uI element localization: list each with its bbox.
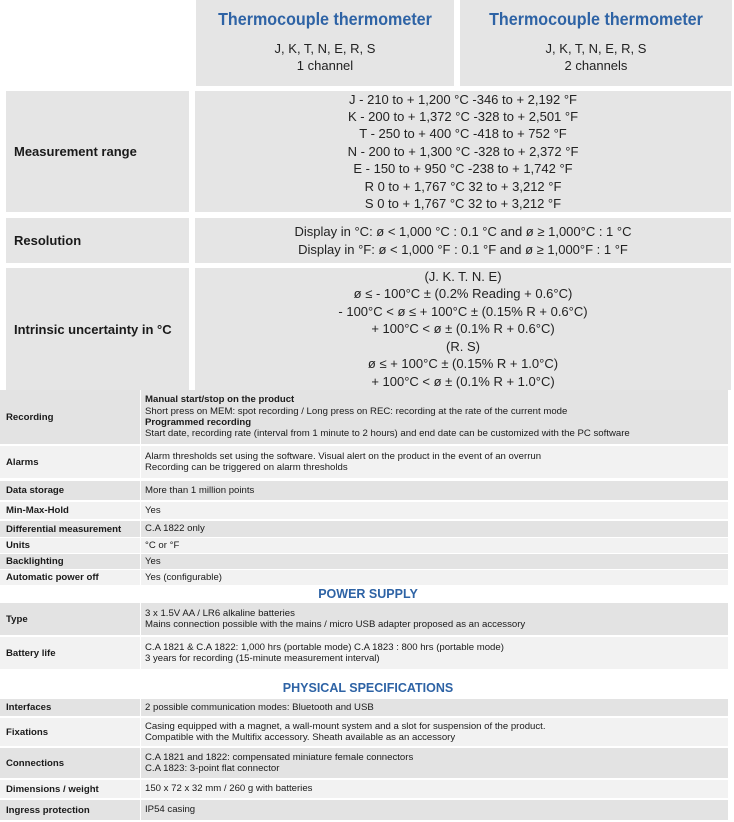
connections-value — [140, 748, 728, 778]
type-label: Type — [6, 613, 28, 625]
ingress-value: IP54 casing — [140, 800, 728, 820]
type-value — [140, 603, 728, 635]
units-value: °C or °F — [140, 538, 728, 553]
min-max-hold-value: Yes — [140, 502, 728, 519]
fixations-label: Fixations — [6, 726, 49, 738]
battery-life-row — [0, 637, 728, 669]
connections-line: C.A 1821 and 1822: compensated miniature female connectors — [145, 751, 414, 763]
resolution-label: Resolution — [6, 218, 189, 263]
recording-manual-title: Manual start/stop on the product — [145, 394, 295, 406]
range-line: J - 210 to + 1,200 °C -346 to + 2,192 °F — [349, 91, 577, 107]
resolution-line: Display in °C: ø < 1,000 °C : 0.1 °C and ø ≥ 1,000°C : 1 °C — [294, 224, 632, 240]
uncertainty-line: + 100°C < ø ± (0.1% R + 1.0°C) — [371, 373, 555, 389]
measurement-range-label: Measurement range — [6, 91, 189, 212]
differential-label: Differential measurement — [6, 523, 122, 535]
power-off-row — [0, 570, 728, 585]
range-line: K - 200 to + 1,372 °C -328 to + 2,501 °F — [347, 108, 579, 124]
fixations-line: Compatible with the Multifix accessory. Sheath available as an accessory — [145, 732, 456, 743]
data-storage-row — [0, 481, 728, 500]
range-line: T - 250 to + 400 °C -418 to + 752 °F — [359, 126, 567, 142]
alarms-label: Alarms — [6, 456, 39, 468]
header-col-2-channels: 2 channels — [564, 58, 628, 73]
battery-life-line: 3 years for recording (15-minute measurement interval) — [145, 653, 380, 664]
fixations-row — [0, 718, 728, 746]
units-label: Units — [6, 540, 30, 551]
backlighting-value: Yes — [140, 554, 728, 569]
alarms-value — [140, 446, 728, 478]
uncertainty-line: + 100°C < ø ± (0.1% R + 0.6°C) — [371, 321, 555, 337]
header-col-1-channels: 1 channel — [296, 58, 354, 73]
recording-value — [140, 390, 728, 444]
connections-label: Connections — [6, 757, 65, 769]
data-storage-value: More than 1 million points — [140, 481, 728, 500]
uncertainty-label: Intrinsic uncertainty in °C — [6, 268, 189, 390]
connections-row — [0, 748, 728, 778]
interfaces-label: Interfaces — [6, 702, 52, 713]
differential-row — [0, 521, 728, 537]
resolution-line: Display in °F: ø < 1,000 °F : 0.1 °F and ø ≥ 1,000°F : 1 °F — [298, 241, 628, 257]
fixations-value — [140, 718, 728, 746]
recording-label: Recording — [6, 411, 54, 423]
header-col-1-types: J, K, T, N, E, R, S — [274, 41, 376, 56]
recording-programmed-title: Programmed recording — [145, 417, 252, 428]
uncertainty-line: ø ≤ - 100°C ± (0.2% Reading + 0.6°C) — [353, 286, 573, 302]
battery-life-value — [140, 637, 728, 669]
uncertainty-values — [195, 268, 731, 390]
resolution-values — [195, 218, 731, 263]
interfaces-value: 2 possible communication modes: Bluetooth and USB — [140, 699, 728, 716]
measurement-range-values — [195, 91, 731, 212]
fixations-line: Casing equipped with a magnet, a wall-mount system and a slot for suspension of the product. — [145, 720, 546, 732]
header-col-2-title: Thermocouple thermometer — [489, 9, 703, 29]
differential-value: C.A 1822 only — [140, 521, 728, 537]
header-col-2 — [460, 0, 732, 86]
data-storage-label: Data storage — [6, 485, 65, 496]
recording-programmed-text: Start date, recording rate (interval from 1 minute to 2 hours) and end date can be customized with the PC software — [145, 428, 630, 440]
alarms-line: Recording can be triggered on alarm thresholds — [145, 462, 348, 473]
power-supply-heading: POWER SUPPLY — [318, 587, 418, 601]
interfaces-row — [0, 699, 728, 716]
battery-life-line: C.A 1821 & C.A 1822: 1,000 hrs (portable mode) C.A 1823 : 800 hrs (portable mode) — [145, 641, 504, 653]
recording-row — [0, 390, 728, 444]
ingress-row — [0, 800, 728, 820]
range-line: E - 150 to + 950 °C -238 to + 1,742 °F — [353, 161, 573, 177]
recording-manual-text: Short press on MEM: spot recording / Long press on REC: recording at the rate of the current mode — [145, 405, 568, 417]
physical-specs-heading: PHYSICAL SPECIFICATIONS — [282, 681, 454, 695]
range-line: R 0 to + 1,767 °C 32 to + 3,212 °F — [364, 178, 562, 194]
range-line: N - 200 to + 1,300 °C -328 to + 2,372 °F — [347, 143, 579, 159]
power-off-value: Yes (configurable) — [140, 570, 728, 585]
min-max-hold-row — [0, 502, 728, 519]
uncertainty-line: ø ≤ + 100°C ± (0.15% R + 1.0°C) — [367, 356, 559, 372]
alarms-row — [0, 446, 728, 478]
battery-life-label: Battery life — [6, 647, 56, 659]
uncertainty-line: - 100°C < ø ≤ + 100°C ± (0.15% R + 0.6°C) — [338, 303, 588, 319]
type-row — [0, 603, 728, 635]
uncertainty-line: (J. K. T. N. E) — [424, 269, 502, 285]
power-off-label: Automatic power off — [6, 572, 99, 583]
type-line: Mains connection possible with the mains / micro USB adapter proposed as an accessory — [145, 619, 526, 630]
dimensions-value: 150 x 72 x 32 mm / 260 g with batteries — [140, 780, 728, 798]
dimensions-label: Dimensions / weight — [6, 783, 99, 795]
range-line: S 0 to + 1,767 °C 32 to + 3,212 °F — [364, 196, 562, 212]
units-row — [0, 538, 728, 553]
header-col-2-types: J, K, T, N, E, R, S — [545, 41, 647, 56]
dimensions-row — [0, 780, 728, 798]
type-line: 3 x 1.5V AA / LR6 alkaline batteries — [145, 607, 295, 619]
backlighting-label: Backlighting — [6, 556, 64, 567]
alarms-line: Alarm thresholds set using the software. Visual alert on the product in the event of an overrun — [145, 450, 542, 462]
header-col-1-title: Thermocouple thermometer — [218, 9, 432, 29]
connections-line: C.A 1823: 3-point flat connector — [145, 763, 280, 774]
min-max-hold-label: Min-Max-Hold — [6, 505, 69, 516]
backlighting-row — [0, 554, 728, 569]
ingress-label: Ingress protection — [6, 804, 90, 816]
header-col-1 — [196, 0, 454, 86]
uncertainty-line: (R. S) — [446, 338, 480, 354]
